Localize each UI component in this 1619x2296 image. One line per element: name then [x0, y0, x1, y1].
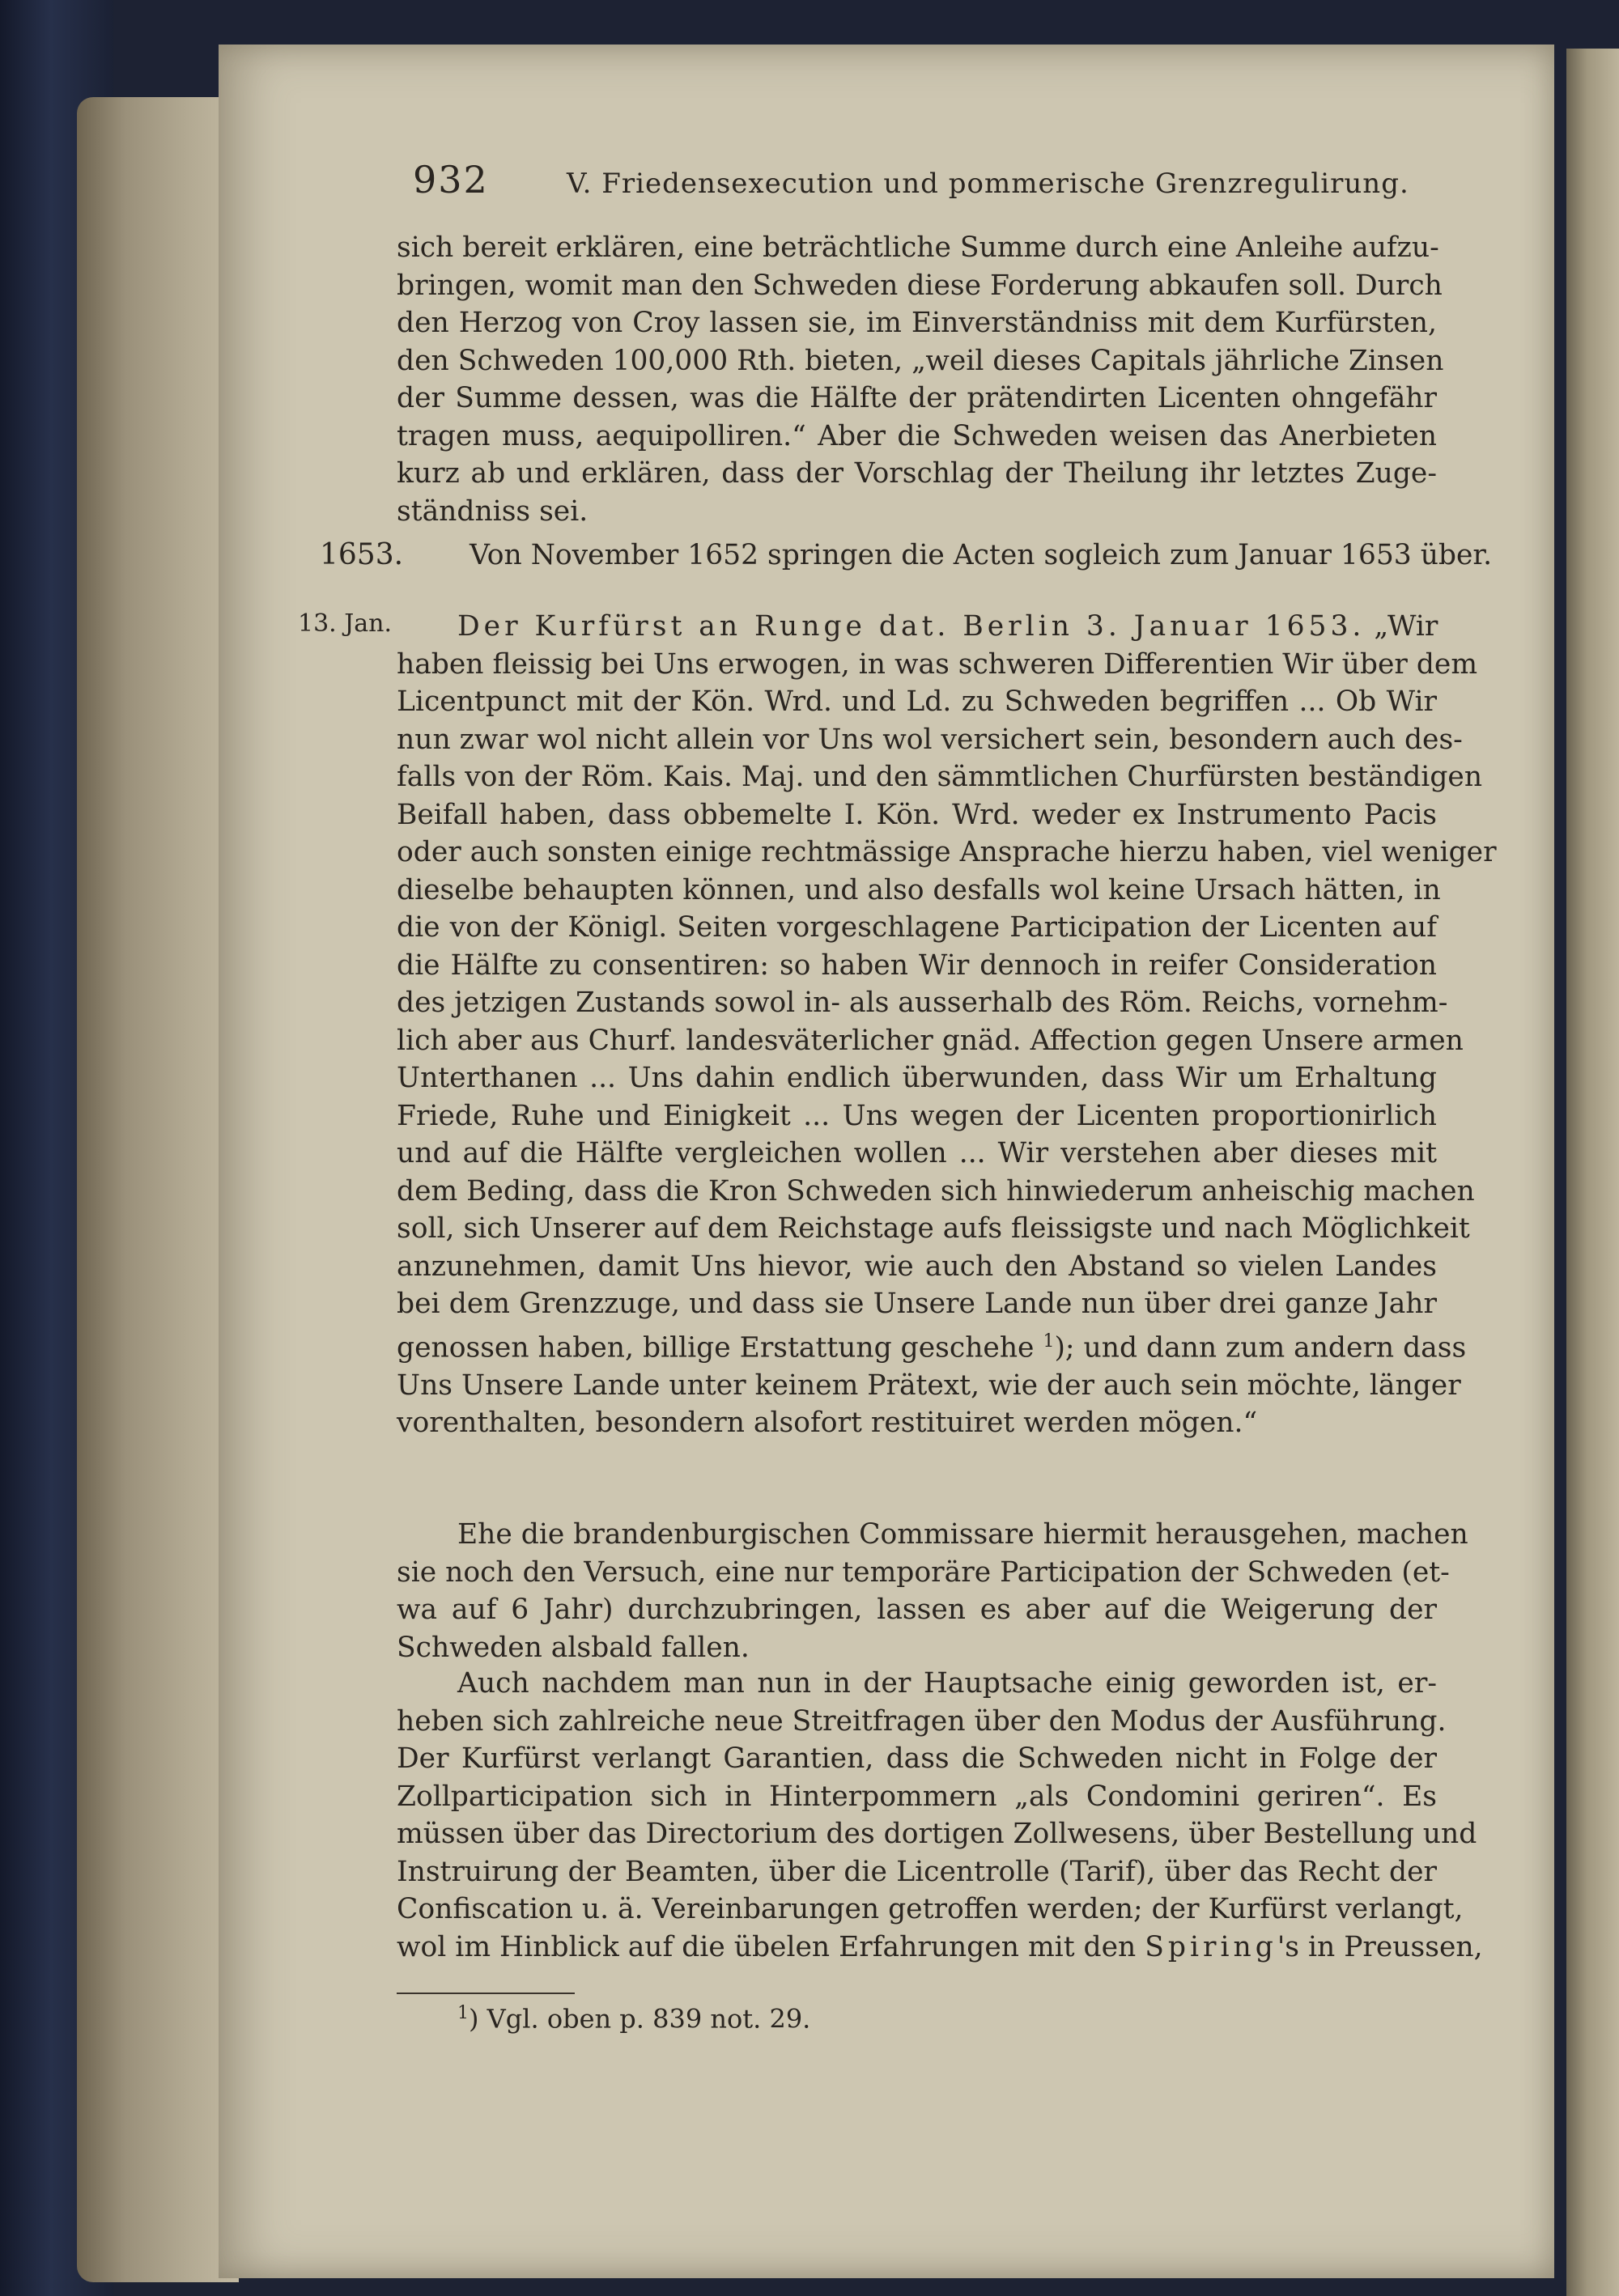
footnote-reference: 1 — [1043, 1330, 1055, 1352]
text-line: dem Beding, dass die Kron Schweden sich hinwiederum anheischig machen — [397, 1174, 1475, 1207]
footnote-rule — [397, 1993, 575, 1994]
text-fragment: ); und dann zum andern dass — [1054, 1331, 1467, 1364]
text-line: Uns Unsere Lande unter keinem Prätext, wie der auch sein möchte, länger — [397, 1369, 1461, 1402]
footnote-mark: 1 — [457, 2003, 469, 2023]
text-line: kurz ab und erklären, dass der Vorschlag der Theilung ihr letztes Zuge- — [397, 457, 1437, 490]
text-line — [397, 1323, 1467, 1367]
text-line: soll, sich Unserer auf dem Reichstage aufs fleissigste und nach Möglichkeit — [397, 1212, 1470, 1245]
margin-year: 1653. — [320, 538, 404, 571]
text-line: Unterthanen ... Uns dahin endlich überwunden, dass Wir um Erhaltung — [397, 1062, 1437, 1094]
text-line: Von November 1652 springen die Acten sogleich zum Januar 1653 über. — [470, 539, 1493, 571]
text-line — [397, 608, 1437, 646]
text-line: sie noch den Versuch, eine nur temporäre Participation der Schweden (et- — [397, 1555, 1450, 1589]
text-line: der Summe dessen, was die Hälfte der prätendirten Licenten ohngefähr — [397, 382, 1437, 414]
text-line: Der Kurfürst verlangt Garantien, dass die Schweden nicht in Folge der — [397, 1742, 1437, 1775]
text-line: Confiscation u. ä. Vereinbarungen getroffen werden; der Kurfürst verlangt, — [397, 1893, 1464, 1925]
page-header — [413, 158, 1546, 214]
page-number: 932 — [413, 158, 489, 202]
text-line: dieselbe behaupten können, und also desfalls wol keine Ursach hätten, in — [397, 873, 1441, 906]
text-line: müssen über das Directorium des dortigen Zollwesens, über Bestellung und — [397, 1818, 1477, 1850]
text-line: anzunehmen, damit Uns hievor, wie auch den Abstand so vielen Landes — [397, 1250, 1437, 1283]
text-line: bei dem Grenzzuge, und dass sie Unsere Lande nun über drei ganze Jahr — [397, 1288, 1437, 1320]
text-line: heben sich zahlreiche neue Streitfragen über den Modus der Ausführung. — [397, 1704, 1447, 1738]
text-line: nun zwar wol nicht allein vor Uns wol versichert sein, besondern auch des- — [397, 723, 1463, 756]
text-line: Licentpunct mit der Kön. Wrd. und Ld. zu Schweden begriffen ... Ob Wir — [397, 685, 1437, 718]
text-line: die Hälfte zu consentiren: so haben Wir dennoch in reifer Consideration — [397, 949, 1437, 982]
footnote — [457, 2003, 810, 2035]
text-line: Zollparticipation sich in Hinterpommern „als Condomini geriren“. Es — [397, 1780, 1437, 1813]
text-line: Auch nachdem man nun in der Hauptsache einig geworden ist, er- — [457, 1667, 1437, 1700]
text-line: des jetzigen Zustands sowol in- als ausserhalb des Röm. Reichs, vornehm- — [397, 987, 1448, 1019]
paragraph-1 — [397, 229, 1444, 530]
text-line: ständniss sei. — [397, 494, 589, 528]
text-line — [397, 1929, 1483, 1967]
footnote-text: ) Vgl. oben p. 839 not. 29. — [469, 2003, 811, 2035]
text-line: Beifall haben, dass obbemelte I. Kön. Wrd. weder ex Instrumento Pacis — [397, 798, 1437, 831]
text-line: tragen muss, aequipolliren.“ Aber die Schweden weisen das Anerbieten — [397, 419, 1437, 452]
text-line: vorenthalten, besondern alsofort restituiret werden mögen.“ — [397, 1407, 1258, 1439]
text-line: Ehe die brandenburgischen Commissare hiermit herausgehen, machen — [457, 1518, 1468, 1551]
text-line: sich bereit erklären, eine beträchtliche Summe durch eine Anleihe aufzu- — [397, 231, 1439, 264]
text-line: bringen, womit man den Schweden diese Forderung abkaufen soll. Durch — [397, 269, 1443, 302]
text-line: wa auf 6 Jahr) durchzubringen, lassen es aber auf die Weigerung der — [397, 1594, 1437, 1626]
text-line: den Herzog von Croy lassen sie, im Einverständniss mit dem Kurfürsten, — [397, 307, 1437, 339]
text-fragment: 's in Preussen, — [1277, 1930, 1483, 1963]
text-line: Instruirung der Beamten, über die Licentrolle (Tarif), über das Recht der — [397, 1855, 1437, 1888]
text-line: falls von der Röm. Kais. Maj. und den sämmtlichen Churfürsten beständigen — [397, 761, 1483, 793]
letter-quote-start: „Wir — [1365, 610, 1438, 643]
margin-date: 13. Jan. — [298, 609, 393, 638]
paragraph-2 — [470, 537, 1493, 575]
text-line: Schweden alsbald fallen. — [397, 1631, 750, 1664]
text-line: oder auch sonsten einige rechtmässige Ansprache hierzu haben, viel weniger — [397, 836, 1497, 868]
spaced-name: Spiring — [1145, 1930, 1277, 1963]
paragraph-3-letter — [397, 608, 1497, 1442]
paragraph-5 — [397, 1665, 1483, 1966]
text-line: lich aber aus Churf. landesväterlicher gnäd. Affection gegen Unsere armen — [397, 1024, 1464, 1057]
text-line: haben fleissig bei Uns erwogen, in was schweren Differentien Wir über dem — [397, 647, 1478, 681]
text-line: und auf die Hälfte vergleichen wollen ... Wir verstehen aber dieses mit — [397, 1137, 1437, 1169]
running-title: V. Friedensexecution und pommerische Grenzregulirung. — [567, 168, 1409, 200]
text-line: den Schweden 100,000 Rth. bieten, „weil dieses Capitals jährliche Zinsen — [397, 344, 1444, 377]
paragraph-4 — [397, 1516, 1468, 1666]
text-fragment: genossen haben, billige Erstattung geschehe — [397, 1331, 1035, 1364]
page-edges — [77, 97, 239, 2282]
text-line: die von der Königl. Seiten vorgeschlagene Participation der Licenten auf — [397, 911, 1437, 944]
next-page-edge — [1566, 49, 1619, 2296]
text-fragment: wol im Hinblick auf die übelen Erfahrungen mit den — [397, 1930, 1145, 1963]
book-page — [219, 45, 1554, 2278]
text-line: Friede, Ruhe und Einigkeit ... Uns wegen der Licenten proportionirlich — [397, 1099, 1437, 1132]
letter-heading: Der Kurfürst an Runge dat. Berlin 3. Januar 1653. — [457, 610, 1366, 643]
